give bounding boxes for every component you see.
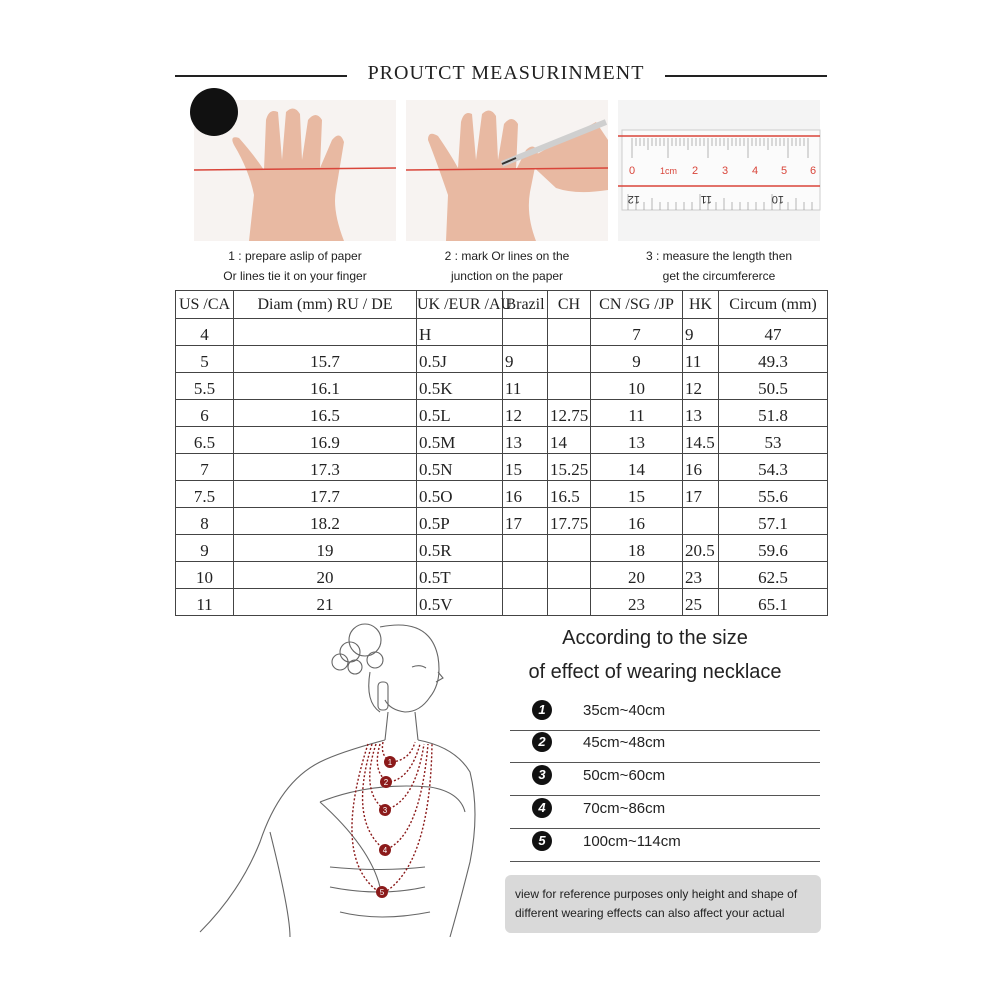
table-row: [176, 481, 828, 508]
table-cell: [503, 319, 548, 346]
table-cell: 18.2: [234, 508, 417, 535]
col-header-circum: Circum (mm): [719, 291, 828, 319]
step-3-line-1: 3 : measure the length then: [645, 249, 793, 263]
ruler-bottom-number: 12: [627, 193, 640, 205]
table-cell: 20: [234, 562, 417, 589]
table-row: [176, 427, 828, 454]
number-1-icon: 1: [532, 700, 552, 720]
row-divider: [510, 795, 820, 796]
necklace-size-value: 100cm~114cm: [583, 833, 681, 850]
table-cell: 9: [591, 346, 683, 373]
number-2-icon: 2: [532, 732, 552, 752]
necklace-figure-illustration: [180, 612, 490, 937]
necklace-size-value: 70cm~86cm: [583, 800, 666, 817]
ruler-top-number: 6: [810, 165, 817, 177]
col-header-ch: CH: [548, 291, 591, 319]
table-cell: 50.5: [719, 373, 828, 400]
table-cell: 53: [719, 427, 828, 454]
table-cell: 20: [591, 562, 683, 589]
page-title: PROUTCT MEASURINMENT: [367, 62, 645, 84]
step-2-caption: [406, 246, 608, 286]
table-row: [176, 319, 828, 346]
table-cell: 6: [176, 400, 234, 427]
necklace-size-row: [510, 798, 820, 828]
table-cell: 16.5: [548, 481, 591, 508]
table-cell: 15: [591, 481, 683, 508]
table-row: [176, 535, 828, 562]
table-cell: 13: [503, 427, 548, 454]
table-cell: [503, 589, 548, 616]
table-row: [176, 508, 828, 535]
ruler-top-number: 4: [752, 165, 759, 177]
ruler-top-number: 3: [722, 165, 729, 177]
table-row: [176, 454, 828, 481]
table-cell: 15.7: [234, 346, 417, 373]
table-cell: 0.5L: [417, 400, 503, 427]
ruler-image: [618, 100, 820, 241]
table-cell: 23: [591, 589, 683, 616]
step-3-photo: [618, 100, 820, 241]
table-cell: 17: [683, 481, 719, 508]
number-5-icon: 5: [532, 831, 552, 851]
table-cell: 59.6: [719, 535, 828, 562]
table-cell: 0.5K: [417, 373, 503, 400]
table-cell: 13: [683, 400, 719, 427]
reference-note: [505, 875, 821, 933]
table-row: [176, 400, 828, 427]
table-cell: [548, 373, 591, 400]
row-divider: [510, 828, 820, 829]
marker-label: 2: [383, 778, 389, 787]
table-cell: 7.5: [176, 481, 234, 508]
table-cell: 0.5N: [417, 454, 503, 481]
table-cell: 11: [591, 400, 683, 427]
table-cell: 9: [683, 319, 719, 346]
number-3-icon: 3: [532, 765, 552, 785]
table-cell: 14: [591, 454, 683, 481]
table-cell: 12: [503, 400, 548, 427]
table-cell: 18: [591, 535, 683, 562]
table-cell: 16: [683, 454, 719, 481]
table-cell: 12.75: [548, 400, 591, 427]
table-cell: 16.9: [234, 427, 417, 454]
col-header-cn-sg-jp: CN /SG /JP: [591, 291, 683, 319]
section-header: [175, 62, 827, 90]
table-cell: 5.5: [176, 373, 234, 400]
necklace-size-row: [510, 765, 820, 795]
step-1-line-2: Or lines tie it on your finger: [223, 269, 367, 283]
table-cell: 9: [176, 535, 234, 562]
table-cell: 65.1: [719, 589, 828, 616]
step-2-line-2: junction on the paper: [450, 269, 564, 283]
table-cell: [234, 319, 417, 346]
col-header-hk: HK: [683, 291, 719, 319]
table-cell: 49.3: [719, 346, 828, 373]
ruler-top-number: 1cm: [660, 166, 678, 176]
table-cell: 17.7: [234, 481, 417, 508]
necklace-size-value: 45cm~48cm: [583, 734, 666, 751]
row-divider: [510, 762, 820, 763]
table-cell: 15.25: [548, 454, 591, 481]
table-cell: 17.3: [234, 454, 417, 481]
table-row: [176, 346, 828, 373]
table-cell: 0.5M: [417, 427, 503, 454]
row-divider: [510, 730, 820, 731]
table-cell: 16: [503, 481, 548, 508]
table-cell: 5: [176, 346, 234, 373]
table-cell: 15: [503, 454, 548, 481]
table-cell: [548, 535, 591, 562]
step-2-photo: [406, 100, 608, 241]
table-row: [176, 373, 828, 400]
ruler-top-number: 2: [692, 165, 699, 177]
necklace-size-row: [510, 732, 820, 762]
col-header-diam: Diam (mm) RU / DE: [234, 291, 417, 319]
ring-size-table: [175, 290, 828, 616]
step-1-line-1: 1 : prepare aslip of paper: [228, 249, 362, 263]
necklace-size-row: [510, 700, 820, 730]
table-cell: 16.5: [234, 400, 417, 427]
marker-label: 4: [382, 846, 388, 855]
necklace-size-value: 35cm~40cm: [583, 702, 666, 719]
table-cell: 13: [591, 427, 683, 454]
table-cell: 0.5T: [417, 562, 503, 589]
marker-label: 3: [382, 806, 388, 815]
table-cell: 11: [683, 346, 719, 373]
table-cell: [548, 319, 591, 346]
table-cell: 6.5: [176, 427, 234, 454]
table-cell: H: [417, 319, 503, 346]
table-cell: 12: [683, 373, 719, 400]
table-cell: 17: [503, 508, 548, 535]
table-cell: 11: [503, 373, 548, 400]
table-cell: 51.8: [719, 400, 828, 427]
necklace-size-row: [510, 831, 820, 861]
step-3-line-2: get the circumfererce: [662, 269, 776, 283]
table-cell: 8: [176, 508, 234, 535]
step-2-line-1: 2 : mark Or lines on the: [444, 249, 570, 263]
table-cell: 47: [719, 319, 828, 346]
table-cell: 19: [234, 535, 417, 562]
table-cell: [683, 508, 719, 535]
table-cell: 16.1: [234, 373, 417, 400]
table-cell: 17.75: [548, 508, 591, 535]
ruler-bottom-number: 11: [700, 193, 712, 205]
col-header-brazil: Brazil: [503, 291, 548, 319]
table-cell: 23: [683, 562, 719, 589]
table-cell: 54.3: [719, 454, 828, 481]
ruler-top-number: 0: [629, 165, 636, 177]
table-cell: 9: [503, 346, 548, 373]
table-cell: 62.5: [719, 562, 828, 589]
ruler-top-number: 5: [781, 165, 788, 177]
table-cell: 0.5J: [417, 346, 503, 373]
table-cell: 55.6: [719, 481, 828, 508]
number-4-icon: 4: [532, 798, 552, 818]
table-cell: 7: [591, 319, 683, 346]
table-row: [176, 562, 828, 589]
table-cell: 14: [548, 427, 591, 454]
ruler-bottom-number: 10: [771, 193, 784, 205]
table-cell: 4: [176, 319, 234, 346]
header-rule-left: [175, 75, 347, 77]
step-1-photo: [194, 100, 396, 241]
table-cell: 11: [176, 589, 234, 616]
table-cell: 25: [683, 589, 719, 616]
table-cell: 10: [591, 373, 683, 400]
col-header-us-ca: US /CA: [176, 291, 234, 319]
table-cell: [548, 346, 591, 373]
table-cell: 16: [591, 508, 683, 535]
table-cell: 0.5R: [417, 535, 503, 562]
necklace-size-value: 50cm~60cm: [583, 767, 666, 784]
necklace-title-line-1: According to the size: [562, 627, 748, 649]
table-cell: [548, 562, 591, 589]
table-cell: 21: [234, 589, 417, 616]
step-1-caption: [194, 246, 396, 286]
col-header-uk-eur-au: UK /EUR /AU: [417, 291, 503, 319]
table-cell: 0.5V: [417, 589, 503, 616]
necklace-title-line-2: of effect of wearing necklace: [528, 661, 782, 683]
note-line-1: view for reference purposes only height and shape of: [515, 887, 798, 901]
table-cell: 10: [176, 562, 234, 589]
table-cell: [503, 535, 548, 562]
row-divider: [510, 861, 820, 862]
table-cell: 0.5O: [417, 481, 503, 508]
marker-label: 5: [379, 888, 385, 897]
table-cell: 0.5P: [417, 508, 503, 535]
table-cell: [503, 562, 548, 589]
note-line-2: different wearing effects can also affect your actual: [515, 906, 785, 920]
step-3-caption: [618, 246, 820, 286]
marker-label: 1: [387, 758, 393, 767]
table-cell: 57.1: [719, 508, 828, 535]
table-header-row: [176, 291, 828, 319]
header-rule-right: [665, 75, 827, 77]
table-cell: 7: [176, 454, 234, 481]
table-cell: 20.5: [683, 535, 719, 562]
table-cell: 14.5: [683, 427, 719, 454]
table-cell: [548, 589, 591, 616]
